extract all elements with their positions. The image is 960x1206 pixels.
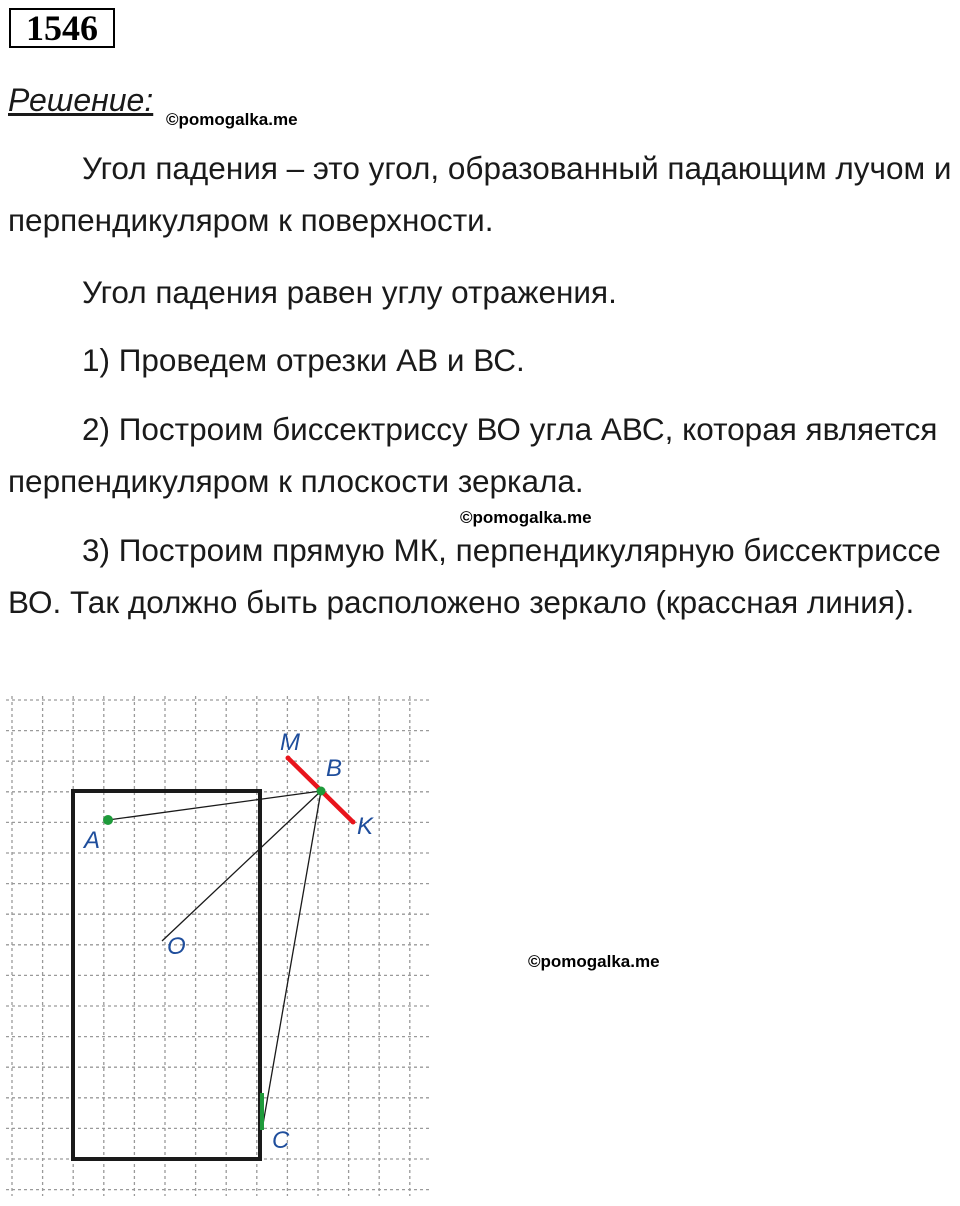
label-m: M bbox=[280, 729, 300, 756]
point-b bbox=[317, 787, 326, 796]
label-o: O bbox=[167, 933, 186, 960]
paragraph-definition bbox=[8, 142, 958, 246]
solution-heading: Решение: bbox=[8, 82, 154, 118]
paragraph-step-1-text: 1) Проведем отрезки АВ и ВС. bbox=[82, 342, 525, 378]
segment-ab bbox=[108, 791, 321, 820]
paragraph-step-3 bbox=[8, 524, 958, 628]
point-k bbox=[351, 820, 356, 825]
point-m bbox=[286, 756, 291, 761]
watermark-top: ©pomogalka.me bbox=[166, 110, 298, 129]
watermark-middle: ©pomogalka.me bbox=[460, 508, 592, 527]
paragraph-step-2-text: 2) Построим биссектриссу ВО угла АВС, которая является перпендикуляром к плоскости зеркала. bbox=[8, 411, 938, 499]
paragraph-step-3-text: 3) Построим прямую МК, перпендикулярную биссектриссе ВО. Так должно быть расположено зеркало (крассная линия). bbox=[8, 532, 941, 620]
label-c: C bbox=[272, 1127, 290, 1154]
paragraph-law-text: Угол падения равен углу отражения. bbox=[82, 274, 617, 310]
paragraph-definition-text: Угол падения – это угол, образованный падающим лучом и перпендикуляром к поверхности. bbox=[8, 150, 952, 238]
problem-number: 1546 bbox=[9, 8, 115, 48]
paragraph-step-1 bbox=[8, 334, 958, 386]
watermark-figure: ©pomogalka.me bbox=[528, 952, 660, 971]
label-k: K bbox=[357, 813, 374, 840]
grid bbox=[6, 696, 432, 1196]
room-rectangle bbox=[73, 791, 260, 1159]
bisector-bo bbox=[162, 791, 321, 941]
label-b: B bbox=[326, 755, 343, 782]
point-a bbox=[103, 815, 113, 825]
geometry-figure bbox=[0, 690, 460, 1206]
paragraph-step-2 bbox=[8, 403, 958, 507]
paragraph-law bbox=[8, 266, 958, 318]
label-a: A bbox=[84, 827, 101, 854]
segment-bc bbox=[262, 791, 321, 1130]
